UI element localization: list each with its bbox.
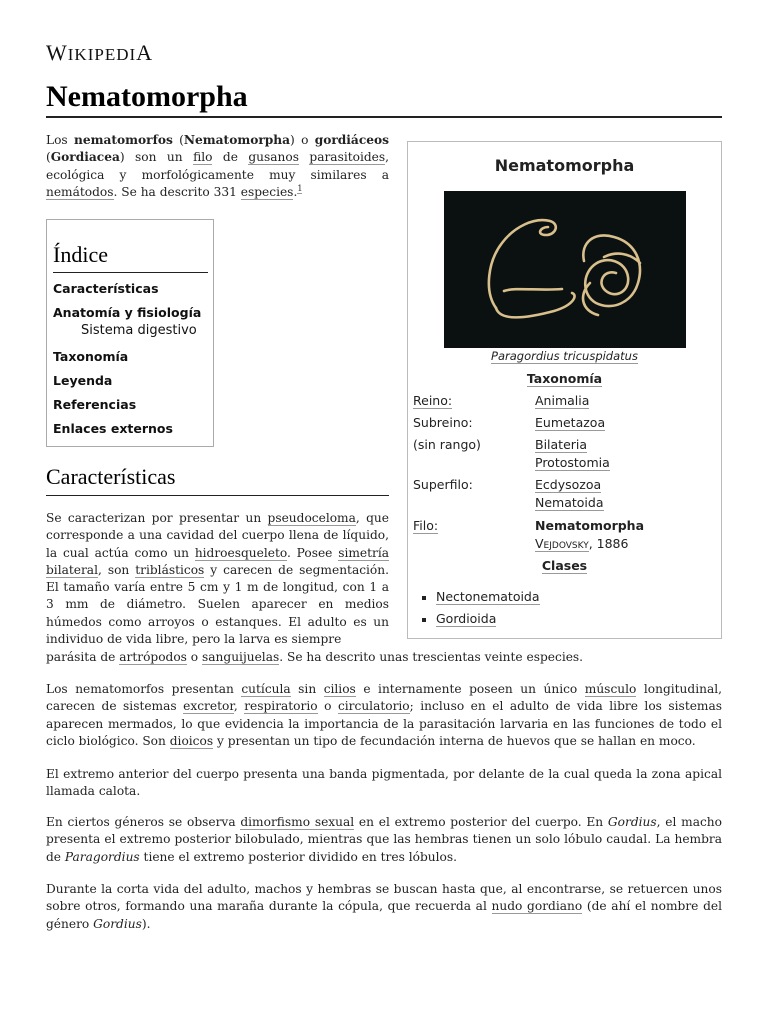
text (299, 150, 309, 164)
toc-item-leyenda[interactable]: Leyenda (53, 373, 113, 388)
text: y presentan un tipo de fecundación interna de huevos que se hallan en moco. (213, 733, 696, 748)
text: . (293, 184, 298, 199)
link-gordioida[interactable]: Gordioida (436, 611, 497, 626)
paragraph-nematomorfos (46, 681, 722, 750)
link-dioicos[interactable]: dioicos (169, 733, 214, 748)
text: (de ahí el nombre del género (46, 899, 722, 931)
author-year: , 1886 (588, 536, 629, 551)
toc-item-sistema-digestivo[interactable]: Sistema digestivo (81, 323, 197, 338)
taxonomy-link[interactable]: Taxonomía (526, 371, 603, 386)
link-protostomia[interactable]: Protostomia (535, 455, 610, 470)
link-cilios[interactable]: cilios (323, 682, 356, 696)
toc-item-enlaces[interactable]: Enlaces externos (53, 421, 173, 436)
logo-letter-w: W (46, 40, 68, 65)
text: o (186, 650, 203, 664)
link-ecdysozoa[interactable]: Ecdysozoa (535, 477, 602, 492)
toc-item-anatomia[interactable]: Anatomía y fisiología (53, 305, 202, 320)
link-sanguijuelas[interactable]: sanguijuelas (202, 650, 280, 664)
link-nudo-gordiano[interactable]: nudo gordiano (491, 899, 583, 914)
link-filo[interactable]: filo (193, 150, 213, 165)
worm-illustration (444, 191, 686, 348)
paragraph-caracteristicas (46, 510, 389, 648)
text: Se caracterizan por presentar un (46, 511, 268, 525)
classes-header (408, 558, 721, 573)
nematomorpha-image[interactable] (444, 191, 686, 348)
text: , ecológica y morfológicamente muy similares a (46, 150, 389, 182)
link-simetria-bilateral[interactable]: simetría bilateral (46, 545, 389, 577)
text: ( (46, 150, 51, 165)
text: . Posee (287, 545, 339, 560)
link-parasitoides[interactable]: parasitoides (309, 150, 386, 165)
text: ) o (290, 133, 315, 147)
italic-term: Paragordius (64, 849, 140, 864)
rank-sin-rango: (sin rango) (413, 437, 481, 452)
text: ). (141, 916, 151, 931)
value-reino (535, 393, 589, 411)
section-divider (46, 495, 389, 496)
link-cuticula[interactable]: cutícula (241, 682, 291, 696)
text: en el extremo posterior del cuerpo. En (354, 815, 608, 829)
image-caption (408, 349, 721, 363)
text: o (317, 699, 338, 714)
caption-link[interactable]: Paragordius tricuspidatus (491, 349, 638, 363)
value-filo (535, 518, 644, 554)
link-author[interactable]: Vejdovsky (535, 536, 589, 551)
text: Durante la corta vida del adulto, machos y hembras se buscan hasta que, al encontrarse, se retuercen unos sobre otros, formando una maraña durante la cópula, que recuerda al (46, 882, 722, 914)
link-artropodos[interactable]: artrópodos (119, 650, 187, 664)
toc-item-caracteristicas[interactable]: Características (53, 281, 159, 296)
text: En ciertos géneros se observa (46, 815, 241, 829)
text: ; incluso en el adulto de vida libre los sistemas aparecen mermados, lo que evidencia la importancia de la parasitación larvaria en las funciones de todo el ciclo biológico. Son (46, 699, 723, 748)
paragraph-extremo: El extremo anterior del cuerpo presenta una banda pigmentada, por delante de la cual queda la zona apical llamada calota. (46, 767, 722, 799)
link-dimorfismo-sexual[interactable]: dimorfismo sexual (240, 815, 355, 829)
italic-term: Gordius (93, 916, 142, 931)
logo-letter-a: A (136, 40, 154, 65)
text: de (212, 150, 249, 165)
link-pseudoceloma[interactable]: pseudoceloma (267, 511, 356, 525)
page-title: Nematomorpha (46, 80, 248, 113)
taxobox-title: Nematomorpha (494, 156, 635, 175)
value-sin-rango (535, 437, 610, 473)
link-animalia[interactable]: Animalia (535, 393, 590, 408)
rank-reino[interactable]: Reino: (413, 393, 453, 408)
classes-label: Clases (541, 558, 588, 573)
text: ) son un (119, 150, 194, 165)
bold-term: gordiáceos (314, 133, 389, 147)
text: ( (172, 133, 184, 147)
link-nectonematoida[interactable]: Nectonematoida (436, 589, 540, 604)
toc-divider (53, 272, 208, 273)
toc-title: Índice (53, 242, 108, 267)
rank-filo[interactable]: Filo: (413, 518, 439, 533)
value-superfilo (535, 477, 604, 513)
taxonomy-header (408, 371, 721, 386)
italic-term: Gordius (607, 815, 657, 829)
text: , el macho presenta el extremo posterior bilobulado, mientras que las hembras tienen un solo lóbulo caudal. La hembra de (46, 815, 722, 864)
rank-subreino: Subreino: (413, 415, 473, 430)
reference-link[interactable]: 1 (297, 183, 303, 193)
text: e internamente poseen un único (355, 682, 585, 696)
link-especies[interactable]: especies (240, 184, 294, 199)
text: tiene el extremo posterior dividido en tres lóbulos. (139, 849, 457, 864)
paragraph-durante (46, 881, 722, 933)
bold-term: Gordiacea (50, 150, 120, 165)
list-item (422, 589, 540, 611)
toc-item-taxonomia[interactable]: Taxonomía (53, 349, 129, 364)
table-of-contents (46, 219, 214, 447)
link-nematodos[interactable]: nemátodos (46, 184, 114, 199)
text: parásita de (46, 650, 120, 664)
text: . Se ha descrito unas trescientas veinte especies. (279, 650, 584, 664)
taxobox (407, 141, 722, 639)
paragraph-caracteristicas-end (46, 649, 722, 666)
section-heading: Características (46, 464, 176, 489)
text: . Se ha descrito 331 (113, 184, 241, 199)
link-excretor[interactable]: excretor (183, 699, 234, 714)
bold-term: Nematomorpha (183, 133, 291, 147)
classes-list (422, 589, 540, 633)
bullet-icon (422, 596, 426, 600)
intro-paragraph (46, 132, 389, 201)
text: longitudinal, carecen de sistemas (46, 682, 722, 714)
text: , (233, 699, 245, 714)
text: Los (46, 133, 74, 147)
link-musculo[interactable]: músculo (584, 682, 637, 696)
text: , son (97, 562, 136, 577)
title-divider (46, 116, 722, 118)
text: y carecen de segmentación. El tamaño varía entre 5 cm y 1 m de longitud, con 1 a 3 mm de diámetro. Suelen aparecer en medios húmedos como arroyos o estanques. El adulto es un individuo de vida libre, pero la larva es siempre (46, 562, 389, 647)
bullet-icon (422, 618, 426, 622)
text: Los nematomorfos presentan (46, 682, 242, 696)
rank-superfilo: Superfilo: (413, 477, 473, 492)
logo-letters: IKIPEDI (67, 45, 137, 64)
link-nematoida[interactable]: Nematoida (535, 495, 604, 510)
filo-name: Nematomorpha (535, 518, 645, 533)
text: sin (290, 682, 324, 696)
value-subreino (535, 415, 605, 433)
paragraph-generos (46, 814, 722, 866)
text: , que corresponde a una cavidad del cuerpo llena de líquido, la cual actúa como un (46, 511, 389, 560)
link-triblasticos[interactable]: triblásticos (135, 562, 205, 577)
link-respiratorio[interactable]: respiratorio (244, 699, 318, 714)
bold-term: nematomorfos (73, 133, 173, 147)
link-gusanos[interactable]: gusanos (248, 150, 299, 165)
list-item (422, 611, 540, 633)
link-hidroesqueleto[interactable]: hidroesqueleto (194, 545, 287, 560)
toc-item-referencias[interactable]: Referencias (53, 397, 137, 412)
link-bilateria[interactable]: Bilateria (535, 437, 588, 452)
wikipedia-logo[interactable] (46, 40, 153, 66)
link-eumetazoa[interactable]: Eumetazoa (535, 415, 606, 430)
link-circulatorio[interactable]: circulatorio (337, 699, 410, 714)
